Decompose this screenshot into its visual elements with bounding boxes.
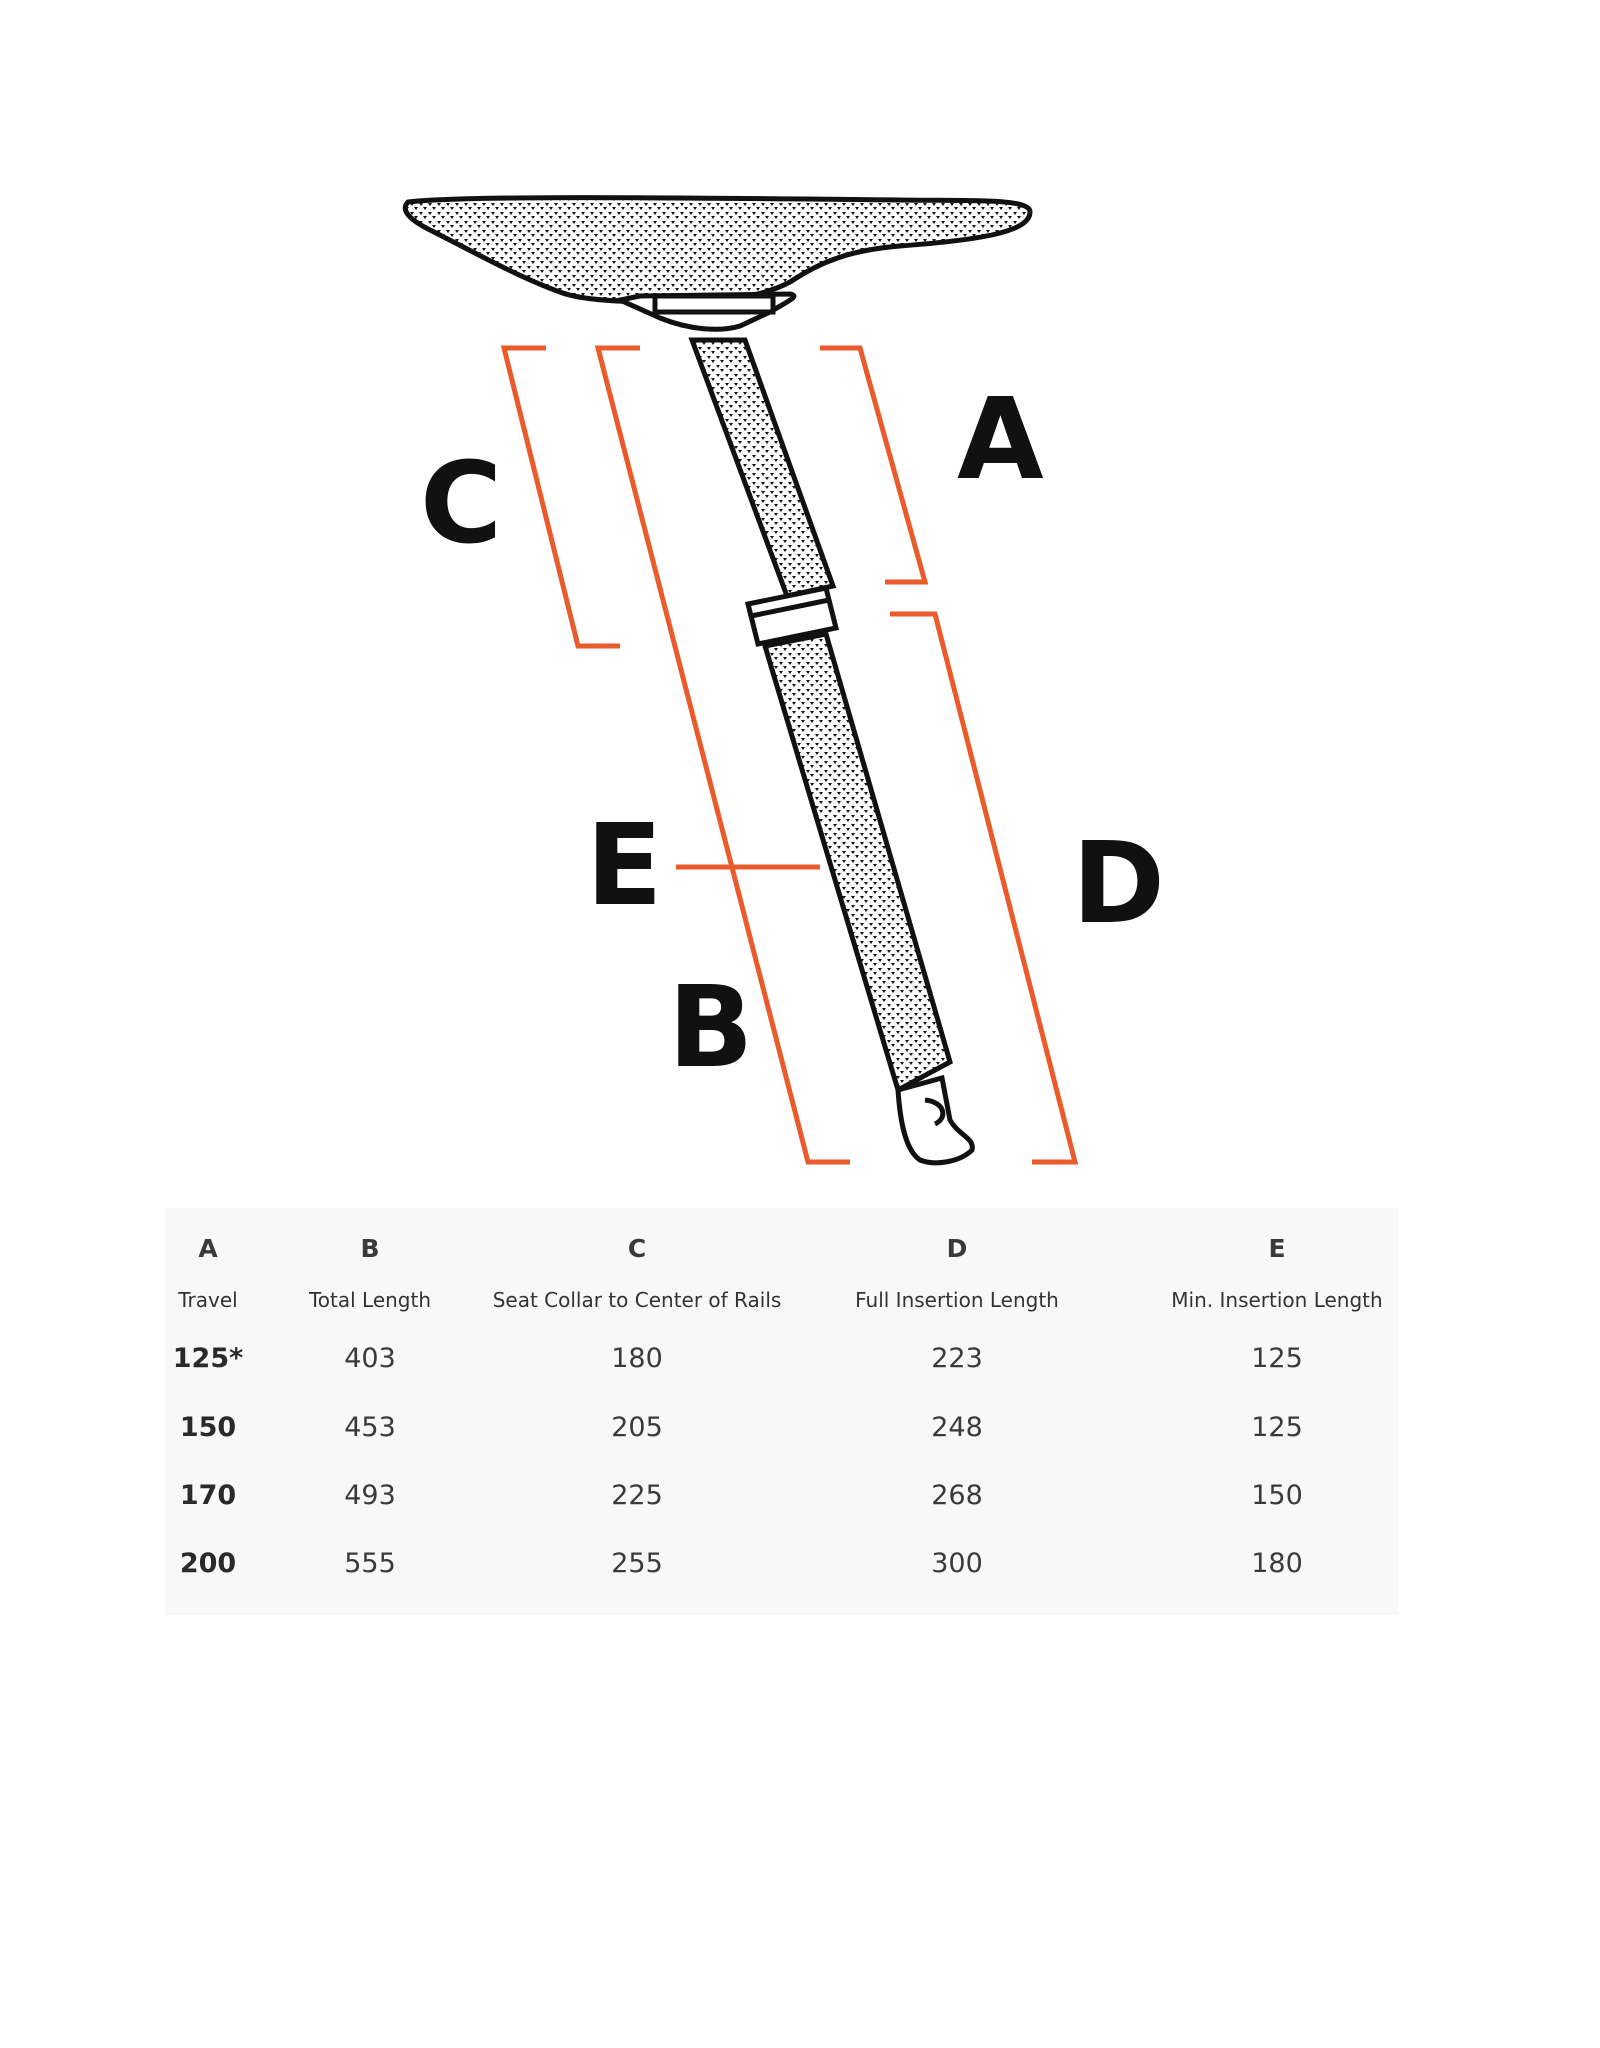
dimension-table	[165, 1208, 1398, 1615]
table-cell: 125	[1251, 1343, 1303, 1374]
label-d: D	[1072, 819, 1165, 949]
column-header-label: Total Length	[308, 1288, 432, 1312]
table-cell: 205	[611, 1412, 663, 1443]
table-cell: 268	[931, 1480, 983, 1511]
table-cell: 493	[344, 1480, 396, 1511]
column-letter: B	[360, 1234, 380, 1263]
table-cell: 223	[931, 1343, 983, 1374]
column-letter: A	[198, 1234, 218, 1263]
column-letter: D	[946, 1234, 968, 1263]
table-cell: 125*	[172, 1343, 244, 1374]
table-cell: 180	[611, 1343, 663, 1374]
table-cell: 255	[611, 1548, 663, 1579]
upper-stanchion	[692, 340, 833, 596]
label-c: C	[420, 439, 503, 569]
table-cell: 150	[1251, 1480, 1303, 1511]
column-header-label: Full Insertion Length	[855, 1288, 1059, 1312]
column-header-label: Seat Collar to Center of Rails	[492, 1288, 782, 1312]
table-cell: 150	[179, 1412, 237, 1443]
table-cell: 200	[179, 1548, 237, 1579]
actuator-fitting	[898, 1078, 972, 1163]
column-header-label: Min. Insertion Length	[1171, 1288, 1383, 1312]
column-header-label: Travel	[178, 1288, 238, 1312]
label-e: E	[586, 801, 663, 931]
table-cell: 170	[179, 1480, 237, 1511]
table-cell: 248	[931, 1412, 983, 1443]
table-cell: 300	[931, 1548, 983, 1579]
table-cell: 453	[344, 1412, 396, 1443]
table-cell: 180	[1251, 1548, 1303, 1579]
column-letter: E	[1268, 1234, 1286, 1263]
table-cell: 125	[1251, 1412, 1303, 1443]
table-cell: 225	[611, 1480, 663, 1511]
saddle-illustration	[405, 198, 1030, 330]
table-cell: 555	[344, 1548, 396, 1579]
table-cell: 403	[344, 1343, 396, 1374]
label-b: B	[668, 963, 754, 1093]
bracket-a	[820, 348, 925, 582]
column-letter: C	[627, 1234, 647, 1263]
lower-tube	[765, 634, 950, 1090]
label-a: A	[957, 375, 1044, 505]
bracket-c	[504, 348, 620, 646]
